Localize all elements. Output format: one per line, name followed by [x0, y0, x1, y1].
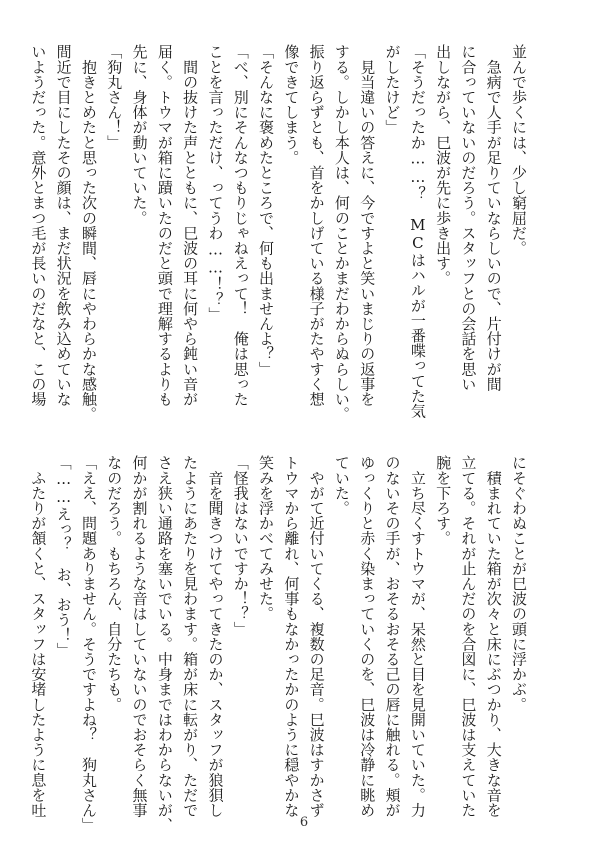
text-line: ゆっくりと赤く染まっていくのを、巳波は冷静に眺め [358, 455, 377, 818]
text-line: 「狗丸さん！」 [105, 44, 124, 150]
text-line: 「……えっ？ お、おう！」 [54, 455, 73, 658]
page-number: 6 [299, 815, 309, 830]
text-line: いようだった。意外とまつ毛が長いのだなと、この場 [29, 44, 48, 407]
text-line: 「べ、別にそんなつもりじゃねえって！ 俺は思った [231, 44, 250, 407]
text-line: さえ狭い通路を塞いでいる。中身まではわからないが、 [155, 455, 174, 833]
text-line: やがて近付いてくる、複数の足音。巳波はすかさず [307, 455, 326, 818]
text-line: 「そうだったか……？ MCはハルが一番喋ってた気 [408, 44, 427, 419]
text-line: する。しかし本人は、何のことかまだわからぬらしい。 [332, 44, 351, 422]
text-line: 振り返らずとも、首をかしげている様子がたやすく想 [307, 44, 326, 407]
text-line: 間の抜けた声とともに、巳波の耳に何やら鈍い音が [181, 44, 200, 407]
text-line: ふたりが頷くと、スタッフは安堵したように息を吐 [29, 455, 48, 818]
text-line: 「ええ、問題ありません。そうですよね？ 狗丸さん」 [79, 455, 98, 833]
text-line: 届く。トウマが箱に蹟いたのだと頭で理解するよりも [155, 44, 174, 407]
text-line: ことを言っただけ、ってうわ……！？」 [206, 44, 225, 322]
text-block-top [29, 44, 531, 422]
text-line: 「怪我はないですか！？」 [231, 455, 250, 637]
text-line: 抱きとめたと思った次の瞬間、唇にやわらかな感触。 [79, 44, 98, 422]
text-line: に合っていないのだろう。スタッフとの会話を思い [459, 44, 478, 392]
text-line: ていた。 [332, 455, 351, 516]
text-line: 立てる。それが止んだのを合図に、巳波は支えていた [459, 455, 478, 818]
text-line: 積まれていた箱が次々と床にぶつかり、大きな音を [484, 455, 503, 818]
text-block-bottom [29, 455, 531, 833]
text-line: にそぐわぬことが巳波の頭に浮かぶ。 [510, 455, 528, 712]
text-line: トウマから離れ、何事もなかったかのように穏やかな [282, 455, 301, 818]
text-line: 並んで歩くには、少し窮屈だ。 [510, 44, 528, 256]
text-line: 急病で人手が足りていならしいので、片付けが間 [484, 44, 503, 392]
text-line: がしたけど」 [383, 44, 402, 135]
text-line: 見当違いの答えに、今ですよと笑いまじりの返事を [358, 44, 377, 407]
text-line: のないその手が、おそるおそる己の唇に触れる。頬が [383, 455, 402, 818]
text-line: 間近で目にしたその顔は、まだ状況を飲み込めていな [54, 44, 73, 407]
text-line: 笑みを浮かべてみせた。 [257, 455, 276, 622]
text-line: 立ち尽くすトウマが、呆然と目を見開いていた。力 [408, 455, 427, 818]
text-line: 「そんなに褒めたところで、何も出ませんよ？」 [257, 44, 276, 377]
text-line: なのだろう。もちろん、自分たちも。 [105, 455, 124, 712]
text-line: たようにあたりを見わます。箱が床に転がり、ただで [181, 455, 200, 818]
text-line: 像できてしまう。 [282, 44, 301, 165]
text-line: 腕を下ろす。 [434, 455, 453, 546]
text-line: 何かが割れるような音はしていないのでおそらく無事 [130, 455, 149, 818]
text-line: 先に、身体が動いていた。 [130, 44, 149, 226]
text-line: 出しながら、巳波が先に歩き出す。 [434, 44, 453, 286]
text-line: 音を聞きつけてやってきたのか、スタッフが狼狽し [206, 455, 225, 818]
